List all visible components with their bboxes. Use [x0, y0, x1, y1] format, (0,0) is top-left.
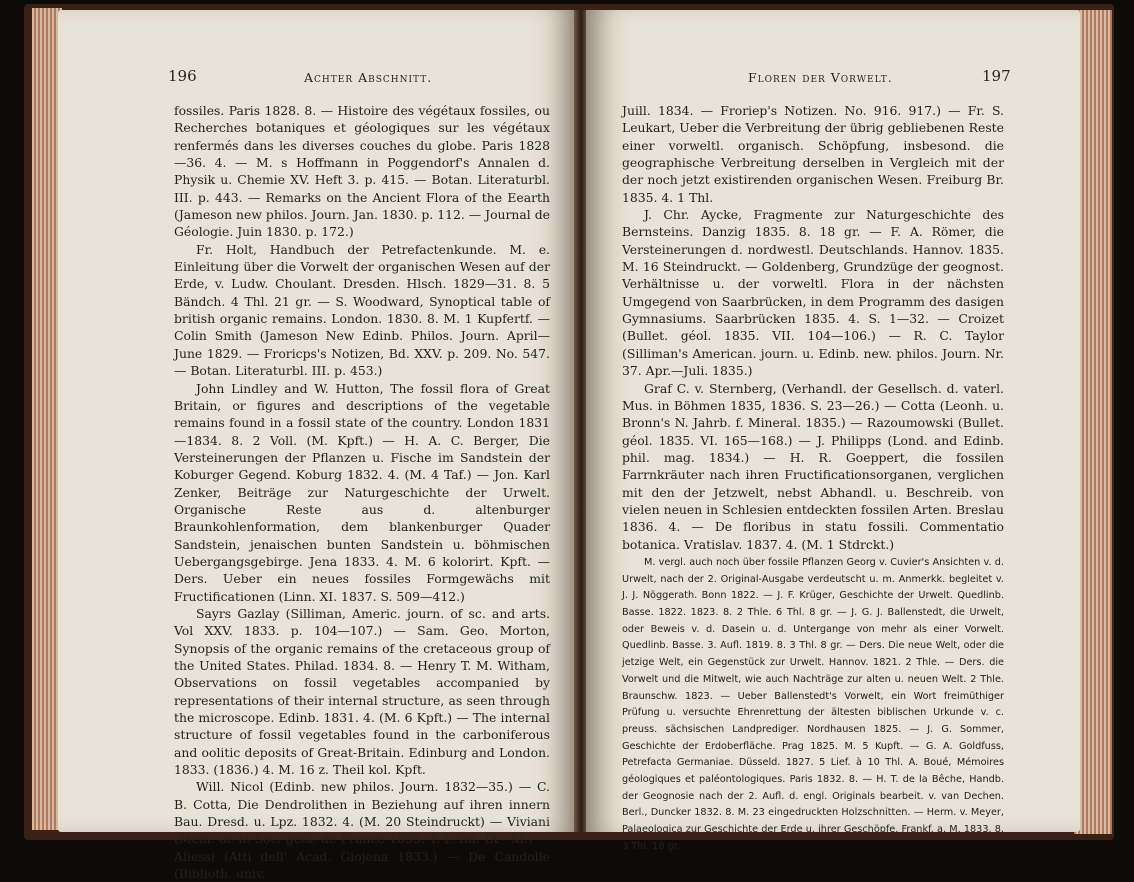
right-page-text: [622, 102, 1004, 856]
left-page-text: [174, 102, 550, 882]
running-head-right: Floren der Vorwelt.: [748, 70, 893, 85]
paragraph: J. Chr. Aycke, Fragmente zur Naturgeschichte des Bernsteins. Danzig 1835. 8. 18 gr. — F. A. Römer, die Versteinerungen d. nordwestl. Deutschlands. Hannov. 1835. M. 16 Steindruckt. — Goldenberg, Grundzüge der geognost. Verhältnisse u. der vorweltl. Flora in der nächsten Umgegend von Saarbrücken, in dem Programm des dasigen Gymnasiums. Saarbrücken 1835. 4. S. 1—32. — Croizet (Bullet. géol. 1835. VII. 104—106.) — R. C. Taylor (Silliman's American. journ. u. Edinb. new. philos. Journ. Nr. 37. Apr.—Juli. 1835.): [622, 207, 1004, 379]
page-number-right: 197: [982, 67, 1011, 85]
page-number-left: 196: [168, 67, 197, 85]
paragraph: fossiles. Paris 1828. 8. — Histoire des végétaux fossiles, ou Recherches botaniques et géologiques sur les végétaux renfermés dans les diverses couches du globe. Paris 1828—36. 4. — M. s Hoffmann in Poggendorf's Annalen d. Physik u. Chemie XV. Heft 3. p. 415. — Botan. Literaturbl. III. p. 443. — Remarks on the Ancient Flora of the Eearth (Jameson new philos. Journ. Jan. 1830. p. 112. — Journal de Géologie. Juin 1830. p. 172.): [174, 103, 550, 240]
footnote-paragraph: M. vergl. auch noch über fossile Pflanzen Georg v. Cuvier's Ansichten v. d. Urwelt, nach der 2. Original-Ausgabe verdeutscht u. m. Anmerkk. begleitet v. J. J. Nöggerath. Bonn 1822. — J. F. Krüger, Geschichte der Urwelt. Quedlinb. Basse. 1822. 1823. 8. 2 Thle. 6 Thl. 8 gr. — J. G. J. Ballenstedt, die Urwelt, oder Beweis v. d. Dasein u. d. Untergange von mehr als einer Vorwelt. Quedlinb. Basse. 3. Aufl. 1819. 8. 3 Thl. 8 gr. — Ders. Die neue Welt, oder die jetzige Welt, ein Gegenstück zur Urwelt. Hannov. 1821. 2 Thle. — Ders. die Vorwelt und die Mitwelt, wie auch Nachträge zur alten u. neuen Welt. 2 Thle. Braunschw. 1823. — Ueber Ballenstedt's Vorwelt, ein Wort freimüthiger Prüfung u. versuchte Ehrenrettung der ältesten biblischen Urkunde v. c. preuss. sächsischen Landprediger. Nordhausen 1825. — J. G. Sommer, Geschichte der Erdoberfläche. Prag 1825. M. 5 Kupft. — G. A. Goldfuss, Petrefacta Germaniae. Düsseld. 1827. 5 Lief. à 10 Thl. A. Boué, Mémoires géologiques et paléontologiques. Paris 1832. 8. — H. T. de la Bêche, Handb. der Geognosie nach der 2. Aufl. d. engl. Originals bearbeit. v. van Dechen. Berl., Duncker 1832. 8. M. 23 eingedruckten Holzschnitten. — Herm. v. Meyer, Palaeologica zur Geschichte der Erde u. ihrer Geschöpfe. Frankf. a. M. 1833. 8. 3 Thl. 18 gr.: [622, 556, 1004, 852]
paragraph: Fr. Holt, Handbuch der Petrefactenkunde. M. e. Einleitung über die Vorwelt der organischen Wesen auf der Erde, v. Ludw. Choulant. Dresden. Hlsch. 1829—31. 8. 5 Bändch. 4 Thl. 21 gr. — S. Woodward, Synoptical table of british organic remains. London. 1830. 8. M. 1 Kupfertf. — Colin Smith (Jameson New Edinb. Philos. Journ. April—June 1829. — Froricps's Notizen, Bd. XXV. p. 209. No. 547. — Botan. Literaturbl. III. p. 453.): [174, 241, 550, 379]
running-head-left: Achter Abschnitt.: [304, 70, 433, 85]
paragraph: Sayrs Gazlay (Silliman, Americ. journ. of sc. and arts. Vol XXV. 1833. p. 104—107.) — Sam. Geo. Morton, Synopsis of the organic remains of the cretaceous group of the United States. Philad. 1834. 8. — Henry T. M. Witham, Observations on fossil vegetables accompanied by representations of their internal structure, as seen through the microscope. Edinb. 1831. 4. (M. 6 Kpft.) — The internal structure of fossil vegetables found in the carboniferous and oolitic deposits of Great-Britain. Edinburg and London. 1833. (1836.) 4. M. 16 z. Theil kol. Kpft.: [174, 605, 550, 778]
right-page: [586, 10, 1080, 852]
paragraph: Will. Nicol (Edinb. new philos. Journ. 1832—35.) — C. B. Cotta, Die Dendrolithen in Beziehung auf ihren innern Bau. Dresd. u. Lpz. 1832. 4. (M. 20 Steindruckt) — Viviani (Mém. de la Soc. géol. de France 1833. T. I. Taf. IX—XI.) — Aliessi (Atti dell' Acad. Giojena 1833.) — De Candolle (Biblioth. univ.: [174, 779, 550, 882]
paragraph: Juill. 1834. — Froriep's Notizen. No. 916. 917.) — Fr. S. Leukart, Ueber die Verbreitung der übrig gebliebenen Reste einer vorweltl. organisch. Schöpfung, insbesond. die geographische Verbreitung derselben in Vergleich mit der der noch jetzt existirenden organischen Wesen. Freiburg Br. 1835. 4. 1 Thl.: [622, 103, 1004, 205]
paragraph: Graf C. v. Sternberg, (Verhandl. der Gesellsch. d. vaterl. Mus. in Böhmen 1835, 1836. S. 23—26.) — Cotta (Leonh. u. Bronn's N. Jahrb. f. Mineral. 1835.) — Razoumowski (Bullet. géol. 1835. VI. 165—168.) — J. Philipps (Lond. and Edinb. phil. mag. 1834.) — H. R. Goeppert, die fossilen Farrnkräuter nach ihren Fructificationsorganen, verglichen mit den der Jetzwelt, nebst Abhandl. u. Beschreib. von vielen neuen in Schlesien entdeckten fossilen Arten. Breslau 1836. 4. — De floribus in statu fossili. Commentatio botanica. Vratislav. 1837. 4. (M. 1 Stdrckt.): [622, 380, 1004, 552]
left-page: [58, 10, 576, 882]
paragraph: John Lindley and W. Hutton, The fossil flora of Great Britain, or figures and descriptions of the vegetable remains found in a fossil state of the country. London 1831—1834. 8. 2 Voll. (M. Kpft.) — H. A. C. Berger, Die Versteinerungen der Pflanzen u. Fische im Sandstein der Koburger Gegend. Koburg 1832. 4. (M. 4 Taf.) — Jon. Karl Zenker, Beiträge zur Naturgeschichte der Urwelt. Organische Reste aus d. altenburger Braunkohlenformation, dem blankenburger Quader Sandstein, jenaischen bunten Sandstein u. böhmischen Uebergangsgebirge. Jena 1833. 4. M. 6 kolorirt. Kpft. — Ders. Ueber ein neues fossiles Formgewächs mit Fructificationen (Linn. XI. 1837. S. 509—412.): [174, 380, 550, 604]
